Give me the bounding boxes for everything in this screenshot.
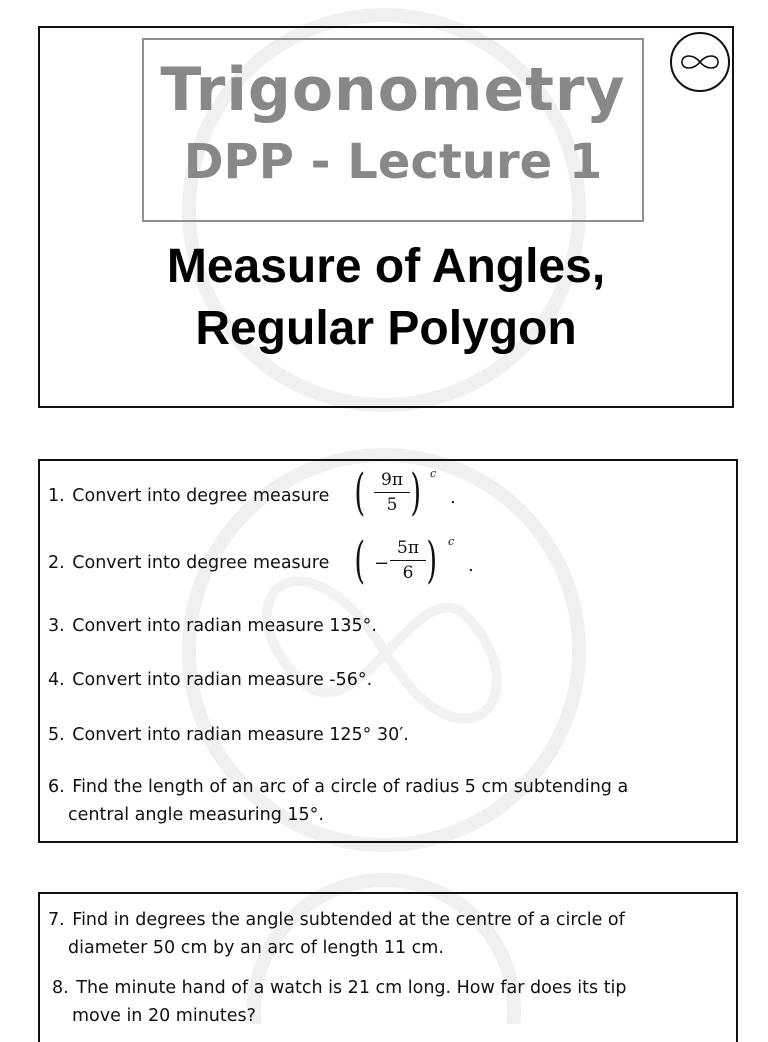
page-title: Trigonometry: [160, 55, 626, 125]
period: .: [468, 555, 474, 576]
question-6: 6. Find the length of an arc of a circle of radius 5 cm subtending a central angle measuring 15°.: [48, 773, 628, 829]
logo: [670, 32, 730, 92]
question-7-continuation: diameter 50 cm by an arc of length 11 cm.: [68, 938, 444, 958]
topic-line-1: Measure of Angles,: [166, 240, 606, 293]
title-card: [38, 26, 734, 408]
question-card-1: [38, 459, 738, 843]
lecture-subtitle: DPP - Lecture 1: [183, 134, 603, 190]
question-6-continuation: central angle measuring 15°.: [68, 805, 324, 825]
fraction-numerator: 9π: [381, 470, 403, 490]
question-1: 1. Convert into degree measure: [48, 486, 330, 506]
question-3: 3. Convert into radian measure 135°.: [48, 616, 377, 636]
fraction-numerator: 5π: [397, 538, 419, 558]
question-2: 2. Convert into degree measure: [48, 553, 330, 573]
question-8: 8. The minute hand of a watch is 21 cm long. How far does its tip move in 20 minutes?: [52, 974, 627, 1030]
question-5: 5. Convert into radian measure 125° 30′.: [48, 725, 409, 745]
superscript: c: [448, 535, 455, 548]
fraction-denominator: 6: [402, 563, 414, 583]
topic-title: [40, 236, 732, 360]
minus-sign: −: [374, 553, 390, 574]
question-1-math: ( 9π 5 ) c .: [354, 463, 456, 521]
period: .: [450, 487, 456, 508]
question-2-math: ( − 5π 6 ) c .: [354, 531, 474, 589]
fraction-denominator: 5: [386, 495, 398, 515]
question-8-continuation: move in 20 minutes?: [72, 1006, 256, 1026]
question-7: 7. Find in degrees the angle subtended at the centre of a circle of diameter 50 cm by an arc of length 11 cm.: [48, 906, 625, 962]
infinity-icon: [678, 50, 722, 74]
title-box: [142, 38, 644, 222]
topic-line-2: Regular Polygon: [195, 302, 577, 355]
question-4: 4. Convert into radian measure -56°.: [48, 670, 373, 690]
question-card-2: [38, 892, 738, 1042]
superscript: c: [430, 467, 437, 480]
